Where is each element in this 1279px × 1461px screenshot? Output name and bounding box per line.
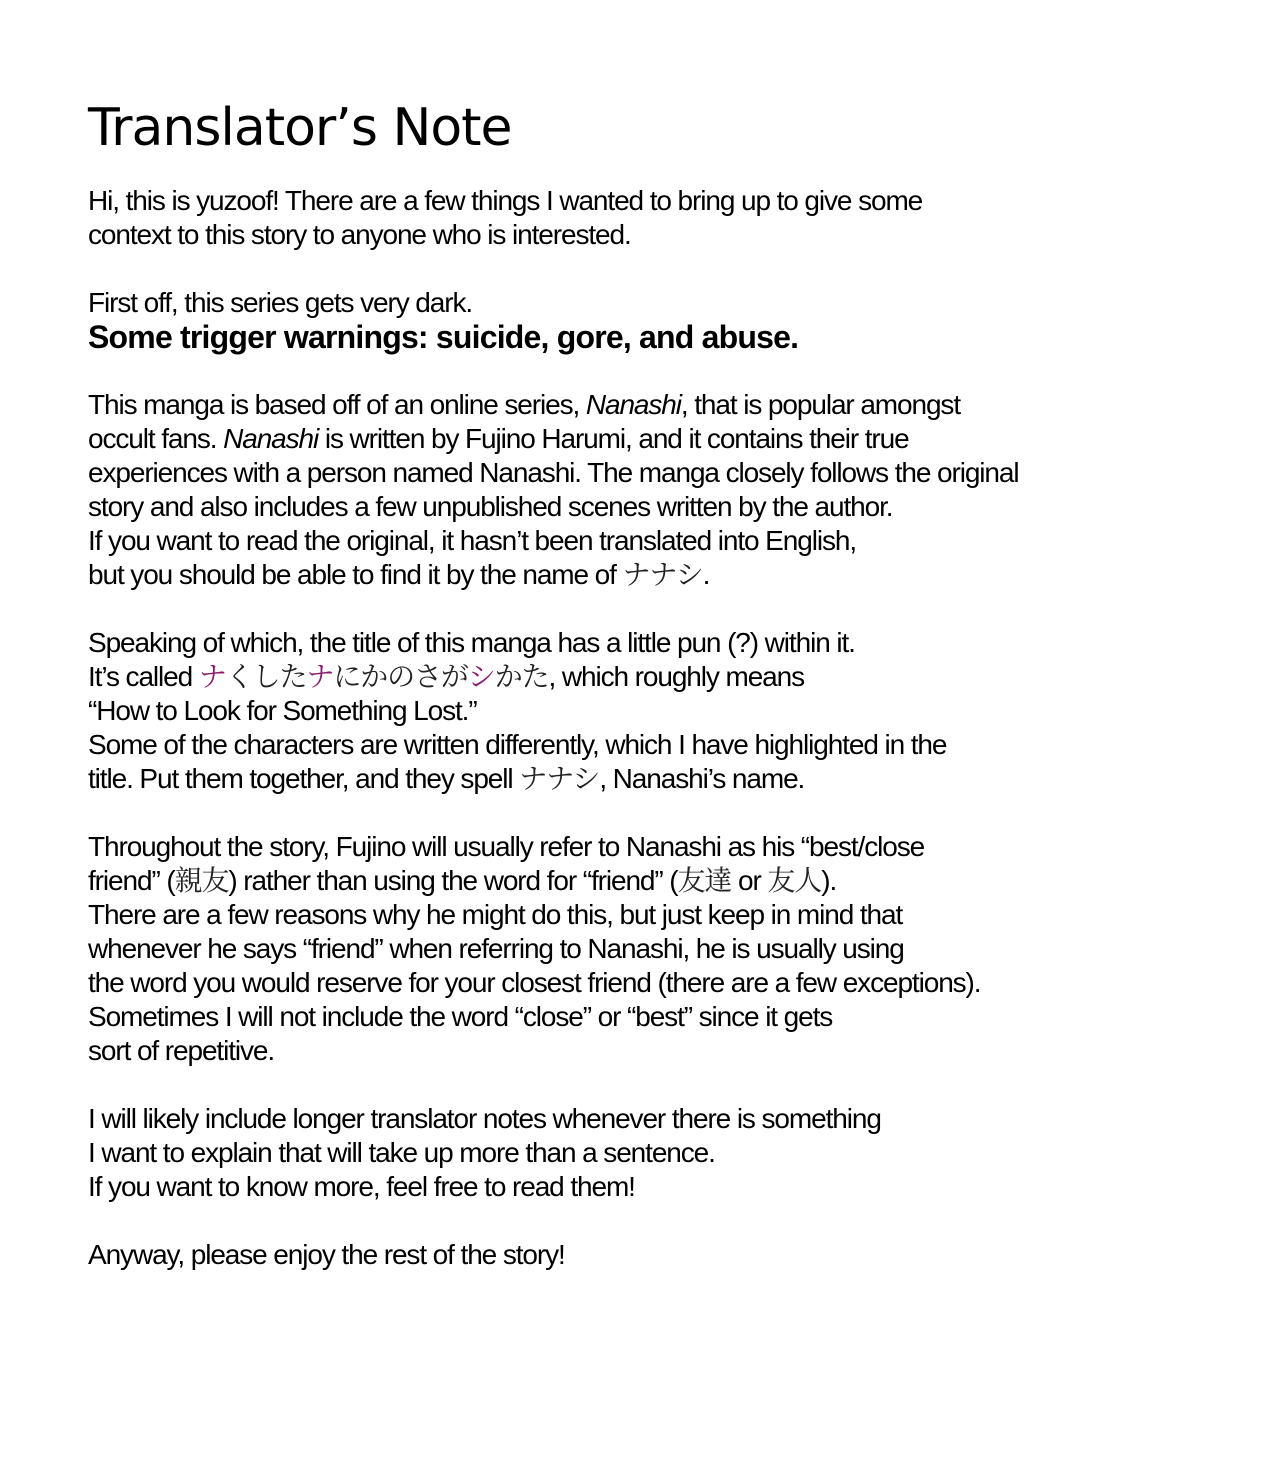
pun-line-2: It’s called ナくしたナにかのさがシかた, which roughly means	[88, 660, 805, 693]
friend-line-5: the word you would reserve for your closest friend (there are a few exceptions).	[88, 967, 981, 998]
notes-line-2: I want to explain that will take up more than a sentence.	[88, 1137, 715, 1168]
notes-line-3: If you want to know more, feel free to read them!	[88, 1171, 635, 1202]
japanese-title: ナくしたナにかのさがシかた	[198, 660, 549, 693]
friend-line-1: Throughout the story, Fujino will usually refer to Nanashi as his “best/close	[88, 831, 925, 862]
pun-line-1: Speaking of which, the title of this manga has a little pun (?) within it.	[88, 627, 855, 658]
friend-line-4: whenever he says “friend” when referring to Nanashi, he is usually using	[88, 933, 904, 964]
origin-line-3: experiences with a person named Nanashi. The manga closely follows the original	[88, 457, 1019, 488]
highlighted-char: ナ	[198, 660, 226, 693]
origin-line-2: occult fans. Nanashi is written by Fujino Harumi, and it contains their true	[88, 423, 909, 454]
series-title: Nanashi	[223, 423, 319, 454]
friend-line-2: friend” (親友) rather than using the word for “friend” (友達 or 友人).	[88, 864, 837, 897]
intro-line-1: Hi, this is yuzoof! There are a few things I wanted to bring up to give some	[88, 185, 923, 216]
closing-line: Anyway, please enjoy the rest of the story!	[88, 1239, 565, 1270]
origin-line-4: story and also includes a few unpublished scenes written by the author.	[88, 491, 893, 522]
highlighted-char: シ	[467, 660, 495, 693]
friend-line-6: Sometimes I will not include the word “close” or “best” since it gets	[88, 1001, 833, 1032]
notes-line-1: I will likely include longer translator notes whenever there is something	[88, 1103, 881, 1134]
pun-line-5: title. Put them together, and they spell ナナシ, Nanashi’s name.	[88, 762, 805, 795]
intro-line-2: context to this story to anyone who is interested.	[88, 219, 631, 250]
series-title: Nanashi	[585, 389, 681, 420]
trigger-warning: Some trigger warnings: suicide, gore, and abuse.	[88, 319, 799, 355]
friend-line-7: sort of repetitive.	[88, 1035, 275, 1066]
japanese-name: ナナシ	[622, 558, 703, 591]
note-body	[88, 184, 1238, 1272]
friend-line-3: There are a few reasons why he might do this, but just keep in mind that	[88, 899, 903, 930]
pun-line-4: Some of the characters are written differently, which I have highlighted in the	[88, 729, 947, 760]
origin-line-6: but you should be able to find it by the name of ナナシ.	[88, 558, 710, 591]
highlighted-char: ナ	[306, 660, 334, 693]
origin-line-5: If you want to read the original, it hasn’t been translated into English,	[88, 525, 856, 556]
page-title: Translator’s Note	[88, 98, 512, 158]
translator-note-page	[88, 96, 1238, 1272]
dark-warning-line: First off, this series gets very dark.	[88, 287, 473, 318]
pun-line-3: “How to Look for Something Lost.”	[88, 695, 477, 726]
japanese-name: ナナシ	[519, 762, 600, 795]
origin-line-1: This manga is based off of an online series, Nanashi, that is popular amongst	[88, 389, 961, 420]
